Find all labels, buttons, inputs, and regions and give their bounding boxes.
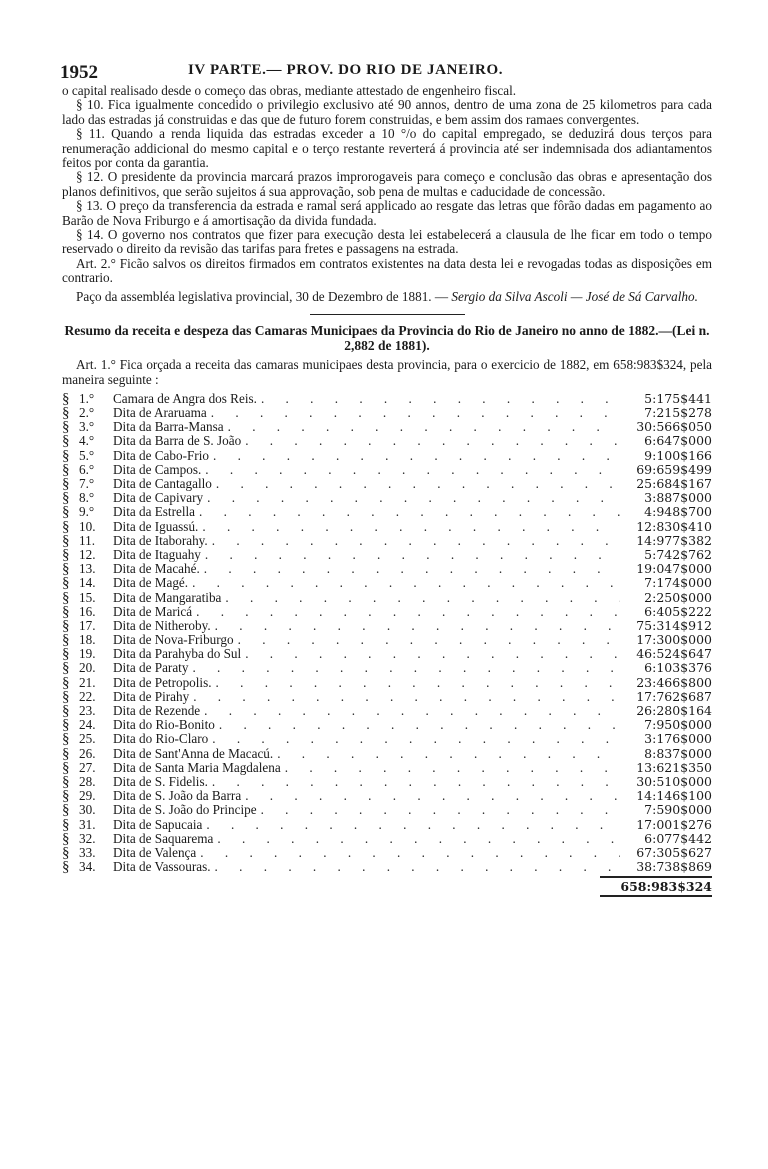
revenue-value: 19:047$000 (636, 561, 712, 577)
revenue-value: 6:405$222 (644, 603, 712, 619)
revenue-value: 7:590$000 (644, 802, 712, 818)
municipality-name: Dita de S. Fidelis. (113, 773, 208, 789)
section-symbol: § (62, 844, 70, 861)
revenue-value: 25:684$167 (636, 476, 712, 492)
item-ordinal: 34. (79, 859, 96, 875)
table-row (62, 505, 712, 519)
municipality-name: Dita de Macahé. (113, 561, 200, 577)
table-row (62, 633, 712, 647)
item-ordinal: 24. (79, 717, 96, 733)
section-divider (310, 314, 465, 315)
municipality-name: Dita da Parahyba do Sul (113, 646, 242, 662)
section-symbol: § (62, 532, 70, 549)
municipality-name: Dita de Nitheroby. (113, 617, 211, 633)
leader-dots (245, 434, 620, 448)
paragraph: § 14. O governo nos contratos que fizer para execução desta lei estabelecerá a clausula de lhe ficar em todo o tempo reservado o direito da revisão das tarifas para fretes e passagens na estrada. (62, 227, 712, 257)
leader-dots (207, 491, 620, 505)
leader-dots (225, 591, 620, 605)
municipality-name: Dita de Itaborahy. (113, 532, 208, 548)
leader-dots (199, 505, 620, 519)
leader-dots (204, 562, 620, 576)
leader-dots (228, 420, 620, 434)
revenue-value: 69:659$499 (636, 461, 712, 477)
leader-dots (219, 718, 620, 732)
section-symbol: § (62, 859, 70, 876)
section-symbol: § (62, 405, 70, 422)
table-row (62, 775, 712, 789)
revenue-value: 17:762$687 (636, 688, 712, 704)
revenue-value: 5:742$762 (644, 546, 712, 562)
table-row (62, 647, 712, 661)
leader-dots (261, 803, 620, 817)
table-row (62, 434, 712, 448)
table-row (62, 732, 712, 746)
municipality-name: Dita de Maricá (113, 603, 193, 619)
municipality-name: Dita da Estrella (113, 504, 196, 520)
section-symbol: § (62, 490, 70, 507)
table-row (62, 832, 712, 846)
item-ordinal: 4.° (79, 433, 95, 449)
paragraph: § 11. Quando a renda liquida das estradas exceder a 10 °/o do capital empregado, se deduzirá dous terços para renumeração addicional do mesmo capital e o terço restante reverterá á provincia até ser indemnisada dos adiantamentos feitos por conta da garantia. (62, 126, 712, 171)
revenue-value: 5:175$441 (644, 390, 712, 406)
item-ordinal: 7.° (79, 476, 95, 492)
municipality-name: Dita de Itaguahy (113, 546, 201, 562)
municipality-name: Dita de Sant'Anna de Macacú. (113, 745, 274, 761)
table-row (62, 576, 712, 590)
item-ordinal: 5.° (79, 447, 95, 463)
revenue-value: 17:300$000 (636, 632, 712, 648)
municipality-name: Dita de S. João do Principe (113, 802, 257, 818)
section-symbol: § (62, 660, 70, 677)
table-row (62, 761, 712, 775)
table-row (62, 562, 712, 576)
section-symbol: § (62, 745, 70, 762)
table-row (62, 860, 712, 874)
revenue-value: 14:977$382 (636, 532, 712, 548)
municipality-name: Dita de Vassouras. (113, 859, 211, 875)
item-ordinal: 26. (79, 745, 96, 761)
municipality-name: Dita de Petropolis. (113, 674, 212, 690)
revenue-value: 75:314$912 (636, 617, 712, 633)
item-ordinal: 33. (79, 844, 96, 860)
table-row (62, 619, 712, 633)
document-page (62, 58, 712, 897)
municipality-name: Dita de Iguassú. (113, 518, 199, 534)
revenue-value: 30:510$000 (636, 773, 712, 789)
leader-dots (204, 704, 620, 718)
leader-dots (212, 534, 620, 548)
section-symbol: § (62, 447, 70, 464)
leader-dots (215, 860, 620, 874)
section-symbol: § (62, 688, 70, 705)
item-ordinal: 14. (79, 575, 96, 591)
section-symbol: § (62, 632, 70, 649)
municipality-name: Camara de Angra dos Reis. (113, 390, 257, 406)
item-ordinal: 31. (79, 816, 96, 832)
section-symbol: § (62, 731, 70, 748)
municipality-name: Dita de Santa Maria Magdalena (113, 759, 281, 775)
revenue-value: 26:280$164 (636, 703, 712, 719)
section-symbol: § (62, 674, 70, 691)
table-row (62, 392, 712, 406)
section-symbol: § (62, 703, 70, 720)
item-ordinal: 13. (79, 561, 96, 577)
item-ordinal: 16. (79, 603, 96, 619)
table-row (62, 449, 712, 463)
section-intro: Art. 1.° Fica orçada a receita das camaras municipaes desta provincia, para o exercicio de 1882, em 658:983$324, pela maneira seguinte : (62, 357, 712, 387)
item-ordinal: 17. (79, 617, 96, 633)
municipality-name: Dita do Rio-Claro (113, 731, 209, 747)
municipality-name: Dita de Paraty (113, 660, 189, 676)
closing-paragraph (62, 290, 712, 304)
table-row (62, 803, 712, 817)
leader-dots (206, 818, 620, 832)
item-ordinal: 21. (79, 674, 96, 690)
section-symbol: § (62, 589, 70, 606)
table-row (62, 463, 712, 477)
municipality-name: Dita de Pirahy (113, 688, 190, 704)
section-symbol: § (62, 575, 70, 592)
municipality-name: Dita de S. João da Barra (113, 788, 242, 804)
municipality-name: Dita do Rio-Bonito (113, 717, 215, 733)
section-symbol: § (62, 759, 70, 776)
leader-dots (205, 463, 620, 477)
item-ordinal: 2.° (79, 405, 95, 421)
revenue-value: 6:647$000 (644, 433, 712, 449)
item-ordinal: 19. (79, 646, 96, 662)
total-row (62, 874, 712, 897)
item-ordinal: 23. (79, 703, 96, 719)
municipality-name: Dita de Magé. (113, 575, 189, 591)
item-ordinal: 27. (79, 759, 96, 775)
section-symbol: § (62, 830, 70, 847)
leader-dots (213, 449, 620, 463)
revenue-value: 7:174$000 (644, 575, 712, 591)
table-row (62, 420, 712, 434)
leader-dots (277, 747, 620, 761)
revenue-value: 2:250$000 (644, 589, 712, 605)
leader-dots (193, 690, 620, 704)
revenue-value: 9:100$166 (644, 447, 712, 463)
page-header (62, 58, 712, 84)
leader-dots (192, 661, 620, 675)
section-symbol: § (62, 518, 70, 535)
revenue-value: 30:566$050 (636, 419, 712, 435)
leader-dots (217, 832, 620, 846)
municipality-name: Dita de Capivary (113, 490, 204, 506)
revenue-value: 3:176$000 (644, 731, 712, 747)
revenue-value: 3:887$000 (644, 490, 712, 506)
municipality-name: Dita de Araruama (113, 405, 207, 421)
section-symbol: § (62, 802, 70, 819)
municipality-name: Dita de Saquarema (113, 830, 214, 846)
table-row (62, 789, 712, 803)
page-number: 1952 (60, 62, 98, 83)
table-row (62, 661, 712, 675)
municipality-name: Dita de Sapucaia (113, 816, 203, 832)
paragraph: § 10. Fica igualmente concedido o privilegio exclusivo até 90 annos, dentro de uma zona de 25 kilometros para cada lado das estradas já construidas e das que de futuro forem construidas, e bem assim dos ramaes convergentes. (62, 97, 712, 127)
item-ordinal: 28. (79, 773, 96, 789)
municipality-name: Dita de Campos. (113, 461, 202, 477)
revenue-value: 6:077$442 (644, 830, 712, 846)
leader-dots (211, 406, 620, 420)
revenue-value: 6:103$376 (644, 660, 712, 676)
table-row (62, 548, 712, 562)
revenue-value: 8:837$000 (644, 745, 712, 761)
section-symbol: § (62, 773, 70, 790)
table-row (62, 591, 712, 605)
item-ordinal: 30. (79, 802, 96, 818)
item-ordinal: 15. (79, 589, 96, 605)
leader-dots (202, 520, 620, 534)
section-symbol: § (62, 617, 70, 634)
leader-dots (245, 647, 620, 661)
leader-dots (245, 789, 620, 803)
municipality-name: Dita de Nova-Friburgo (113, 632, 234, 648)
section-symbol: § (62, 788, 70, 805)
municipality-name: Dita de Valença (113, 844, 197, 860)
item-ordinal: 3.° (79, 419, 95, 435)
paragraph: Art. 2.° Ficão salvos os direitos firmados em contratos existentes na data desta lei e revogadas todas as disposições em contrario. (62, 255, 712, 286)
section-symbol: § (62, 476, 70, 493)
item-ordinal: 11. (79, 532, 95, 548)
municipality-name: Dita de Cabo-Frio (113, 447, 209, 463)
table-row (62, 491, 712, 505)
revenue-value: 14:146$100 (636, 788, 712, 804)
item-ordinal: 1.° (79, 390, 95, 406)
paragraph: o capital realisado desde o começo das obras, mediante attestado de engenheiro fiscal. (62, 83, 517, 98)
leader-dots (285, 761, 620, 775)
table-row (62, 747, 712, 761)
table-row (62, 520, 712, 534)
running-head: IV PARTE.— PROV. DO RIO DE JANEIRO. (188, 62, 504, 78)
municipality-name: Dita da Barra-Mansa (113, 419, 224, 435)
leader-dots (238, 633, 620, 647)
section-symbol: § (62, 603, 70, 620)
municipality-name: Dita de Cantagallo (113, 476, 212, 492)
table-row (62, 718, 712, 732)
table-row (62, 690, 712, 704)
section-symbol: § (62, 504, 70, 521)
leader-dots (216, 477, 620, 491)
revenue-value: 13:621$350 (636, 759, 712, 775)
section-symbol: § (62, 419, 70, 436)
revenue-value: 23:466$800 (636, 674, 712, 690)
item-ordinal: 10. (79, 518, 96, 534)
leader-dots (215, 619, 620, 633)
item-ordinal: 6.° (79, 461, 95, 477)
section-symbol: § (62, 546, 70, 563)
leader-dots (212, 775, 620, 789)
leader-dots (196, 605, 620, 619)
section-symbol: § (62, 433, 70, 450)
leader-dots (212, 732, 620, 746)
item-ordinal: 18. (79, 632, 96, 648)
item-ordinal: 12. (79, 546, 96, 562)
leader-dots (261, 392, 620, 406)
revenue-table (62, 392, 712, 874)
paragraph: § 12. O presidente da provincia marcará prazos improrogaveis para começo e conclusão das obras e apresentação dos planos definitivos, que serão sujeitos á sua approvação, sob pena de multas e caducidade de concessão. (62, 169, 712, 199)
revenue-value: 4:948$700 (644, 504, 712, 520)
revenue-value: 38:738$869 (636, 859, 712, 875)
revenue-value: 46:524$647 (636, 646, 712, 662)
item-ordinal: 22. (79, 688, 96, 704)
municipality-name: Dita de Mangaratiba (113, 589, 222, 605)
municipality-name: Dita de Rezende (113, 703, 201, 719)
section-symbol: § (62, 646, 70, 663)
table-row (62, 406, 712, 420)
table-row (62, 846, 712, 860)
revenue-value: 7:950$000 (644, 717, 712, 733)
table-row (62, 818, 712, 832)
item-ordinal: 29. (79, 788, 96, 804)
municipality-name: Dita da Barra de S. João (113, 433, 242, 449)
item-ordinal: 20. (79, 660, 96, 676)
table-row (62, 605, 712, 619)
section-symbol: § (62, 461, 70, 478)
table-row (62, 534, 712, 548)
revenue-value: 7:215$278 (644, 405, 712, 421)
item-ordinal: 25. (79, 731, 96, 747)
table-row (62, 676, 712, 690)
leader-dots (200, 846, 620, 860)
total-value: 658:983$324 (600, 876, 712, 897)
table-row (62, 477, 712, 491)
section-symbol: § (62, 717, 70, 734)
item-ordinal: 8.° (79, 490, 95, 506)
section-symbol: § (62, 390, 70, 407)
table-row (62, 704, 712, 718)
section-symbol: § (62, 816, 70, 833)
revenue-value: 67:305$627 (636, 844, 712, 860)
leader-dots (216, 676, 620, 690)
closing-text: Paço da assembléa legislativa provincial, 30 de Dezembro de 1881. — (76, 288, 449, 304)
leader-dots (192, 576, 620, 590)
section-symbol: § (62, 561, 70, 578)
item-ordinal: 32. (79, 830, 96, 846)
revenue-value: 17:001$276 (636, 816, 712, 832)
paragraph: § 13. O preço da transferencia da estrada e ramal será applicado ao resgate das letras que fôrão dadas em pagamento ao Barão de Nova Friburgo e á amortisação da divida fundada. (62, 198, 712, 228)
leader-dots (205, 548, 620, 562)
section-title: Resumo da receita e despeza das Camaras Municipaes da Provincia do Rio de Janeiro no anno de 1882.—(Lei n. 2,882 de 1881). (64, 323, 710, 354)
item-ordinal: 9.° (79, 504, 95, 520)
signatories: Sergio da Silva Ascoli — José de Sá Carvalho. (451, 288, 698, 304)
revenue-value: 12:830$410 (636, 518, 712, 534)
